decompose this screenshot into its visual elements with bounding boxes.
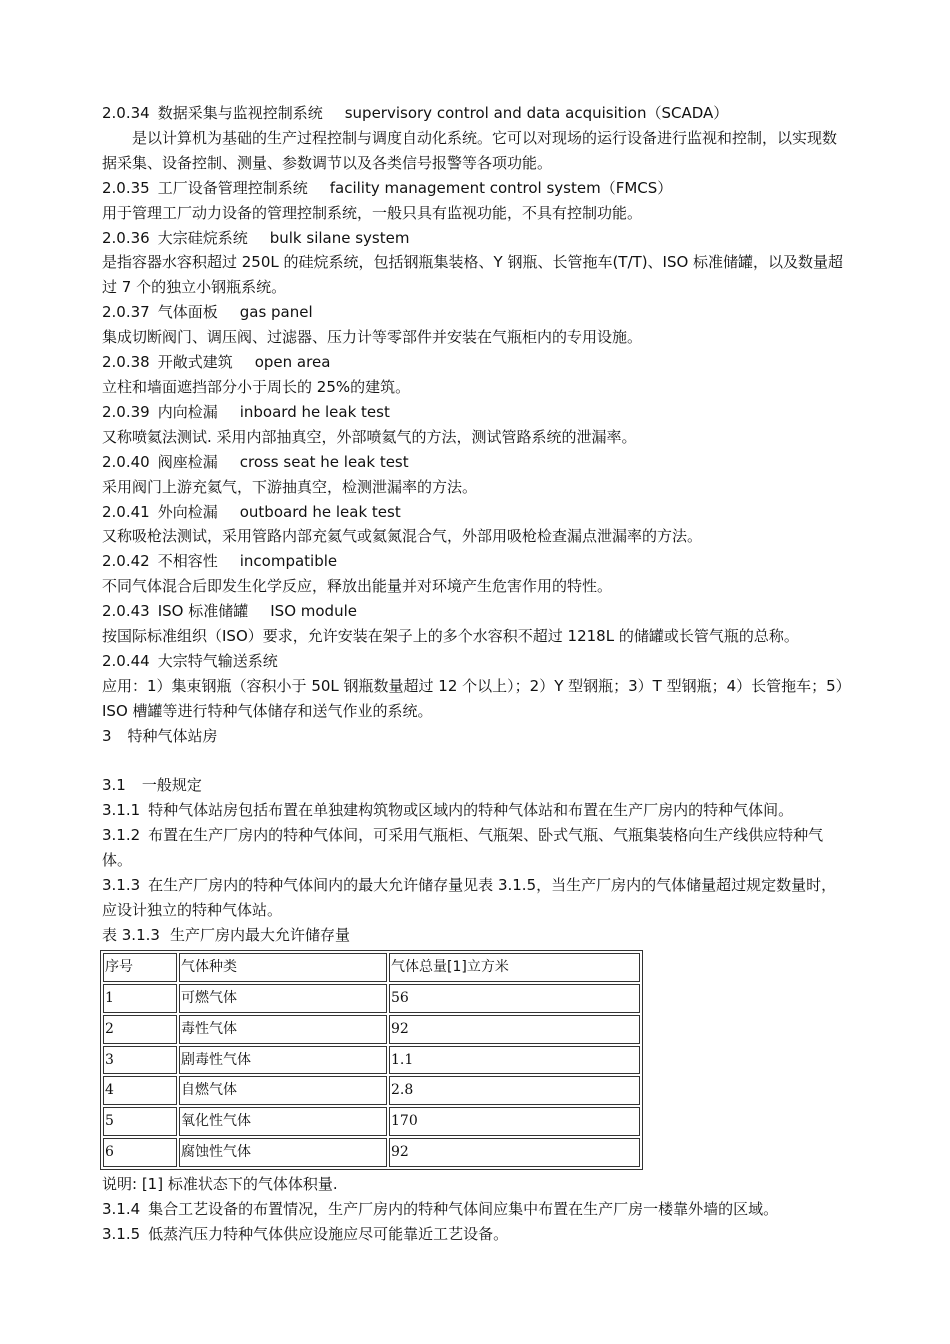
term-definition: 采用阀门上游充氦气，下游抽真空，检测泄漏率的方法。 [102,477,478,496]
table-cell: 170 [389,1107,640,1136]
term-heading [102,450,850,475]
table-row [103,1107,640,1136]
blank-line [102,749,850,774]
subsection-number: 3.1 [102,776,126,795]
table-cell: 2.8 [389,1076,640,1105]
term-definition: 是指容器水容积超过 250L 的硅烷系统，包括钢瓶集装格、Y 钢瓶、长管拖车(T/T)、ISO 标准储罐，以及数量超过 7 个的独立小钢瓶系统。 [102,253,844,297]
clause-text: 布置在生产厂房内的特种气体间，可采用气瓶柜、气瓶架、卧式气瓶、气瓶集装格向生产线供应特种气体。 [102,826,824,870]
clause [102,1222,850,1247]
table-note: 说明: [1] 标准状态下的气体体积量. [102,1175,338,1194]
clause-number: 3.1.3 [102,876,141,895]
term-definition: 不同气体混合后即发生化学反应，释放出能量并对环境产生危害作用的特性。 [102,577,613,596]
term-chinese: 气体面板 [157,303,218,322]
term-definition: 集成切断阀门、调压阀、过滤器、压力计等零部件并安装在气瓶柜内的专用设施。 [102,328,643,347]
clause-number: 3.1.1 [102,801,141,820]
clause-text: 特种气体站房包括布置在单独建构筑物或区域内的特种气体站和布置在生产厂房内的特种气体间。 [148,801,794,820]
term-number: 2.0.41 [102,502,150,521]
term-definition: 用于管理工厂动力设备的管理控制系统，一般只具有监视功能，不具有控制功能。 [102,203,643,222]
term-english: inboard he leak test [239,402,390,421]
term-chinese: 大宗特气输送系统 [157,651,278,670]
term-heading [102,300,850,325]
term-chinese: 外向检漏 [157,502,218,521]
section-number: 3 [102,726,112,745]
term-number: 2.0.36 [102,228,150,247]
term-number: 2.0.37 [102,303,150,322]
table-header-row [103,953,640,982]
table-row [103,1015,640,1044]
clause-number: 3.1.4 [102,1200,141,1219]
term-heading [102,500,850,525]
term-english: supervisory control and data acquisition（SCADA） [344,104,729,122]
table-row [103,1076,640,1105]
term-definition: 又称吸枪法测试，采用管路内部充氦气或氦氮混合气，外部用吸枪检查漏点泄漏率的方法。 [102,527,703,546]
term-heading [102,549,850,574]
subsection-heading [102,773,850,798]
term-chinese: 阀座检漏 [157,452,218,471]
term-chinese: 数据采集与监视控制系统 [157,104,323,122]
term-heading [102,649,850,674]
table-cell: 可燃气体 [179,984,387,1013]
table-caption [102,923,850,948]
term-heading [102,176,850,201]
term-definition: 按国际标准组织（ISO）要求，允许安装在架子上的多个水容积不超过 1218L 的储罐或长管气瓶的总称。 [102,627,799,646]
term-heading [102,350,850,375]
table-cell: 5 [103,1107,177,1136]
term-number: 2.0.34 [102,104,150,122]
table-cell: 自燃气体 [179,1076,387,1105]
clause-number: 3.1.2 [102,826,141,845]
term-number: 2.0.44 [102,651,150,670]
clause-number: 3.1.5 [102,1224,141,1243]
clause [102,1197,850,1222]
term-heading [102,226,850,251]
term-definition: 应用：1）集束钢瓶（容积小于 50L 钢瓶数量超过 12 个以上）；2）Y 型钢瓶；3）T 型钢瓶；4）长管拖车；5）ISO 槽罐等进行特种气体储存和送气作业的系统。 [102,676,844,720]
table-row [103,984,640,1013]
table-number: 表 3.1.3 [102,925,160,944]
clause-text: 在生产厂房内的特种气体间内的最大允许储存量见表 3.1.5，当生产厂房内的气体储量超过规定数量时，应设计独立的特种气体站。 [102,876,837,919]
table-header: 气体总量[1]立方米 [389,953,640,982]
storage-table [100,950,643,1170]
document-page [102,101,850,1247]
clause-text: 集合工艺设备的布置情况，生产厂房内的特种气体间应集中布置在生产厂房一楼靠外墙的区域。 [148,1200,779,1219]
table-cell: 92 [389,1138,640,1167]
term-english: cross seat he leak test [239,452,409,471]
term-english: ISO module [270,602,357,621]
term-number: 2.0.42 [102,552,150,571]
section-heading [102,724,850,749]
table-cell: 4 [103,1076,177,1105]
term-english: gas panel [239,303,313,322]
table-cell: 3 [103,1046,177,1075]
table-cell: 6 [103,1138,177,1167]
table-cell: 56 [389,984,640,1013]
table-row [103,1138,640,1167]
term-number: 2.0.38 [102,353,150,372]
table-cell: 1 [103,984,177,1013]
clause-text: 低蒸汽压力特种气体供应设施应尽可能靠近工艺设备。 [148,1224,509,1243]
table-cell: 1.1 [389,1046,640,1075]
table-title: 生产厂房内最大允许储存量 [169,925,350,944]
term-number: 2.0.39 [102,402,150,421]
term-chinese: 大宗硅烷系统 [157,228,248,247]
term-english: incompatible [239,552,338,571]
term-definition: 立柱和墙面遮挡部分小于周长的 25%的建筑。 [102,377,411,396]
term-english: outboard he leak test [239,502,401,521]
term-chinese: 内向检漏 [157,402,218,421]
term-chinese: 不相容性 [157,552,218,571]
table-cell: 氧化性气体 [179,1107,387,1136]
term-heading [102,400,850,425]
clause [102,823,850,873]
term-number: 2.0.43 [102,602,150,621]
term-number: 2.0.40 [102,452,150,471]
term-definition: 又称喷氦法测试. 采用内部抽真空，外部喷氦气的方法，测试管路系统的泄漏率。 [102,427,637,446]
section-title: 特种气体站房 [127,726,218,745]
subsection-title: 一般规定 [141,776,202,795]
clause [102,798,850,823]
term-english: bulk silane system [269,228,410,247]
term-heading [102,101,850,126]
table-cell: 毒性气体 [179,1015,387,1044]
table-row [103,1046,640,1075]
term-definition: 是以计算机为基础的生产过程控制与调度自动化系统。它可以对现场的运行设备进行监视和控制，以实现数据采集、设备控制、测量、参数调节以及各类信号报警等各项功能。 [102,128,838,172]
table-cell: 2 [103,1015,177,1044]
table-cell: 92 [389,1015,640,1044]
term-chinese: 工厂设备管理控制系统 [157,178,308,197]
term-chinese: 开敞式建筑 [157,353,233,372]
term-number: 2.0.35 [102,178,150,197]
term-heading [102,599,850,624]
clause [102,873,850,923]
term-chinese: ISO 标准储罐 [157,602,249,621]
term-english: facility management control system（FMCS） [329,178,673,197]
table-cell: 剧毒性气体 [179,1046,387,1075]
table-header: 气体种类 [179,953,387,982]
term-english: open area [254,353,331,372]
table-cell: 腐蚀性气体 [179,1138,387,1167]
table-header: 序号 [103,953,177,982]
